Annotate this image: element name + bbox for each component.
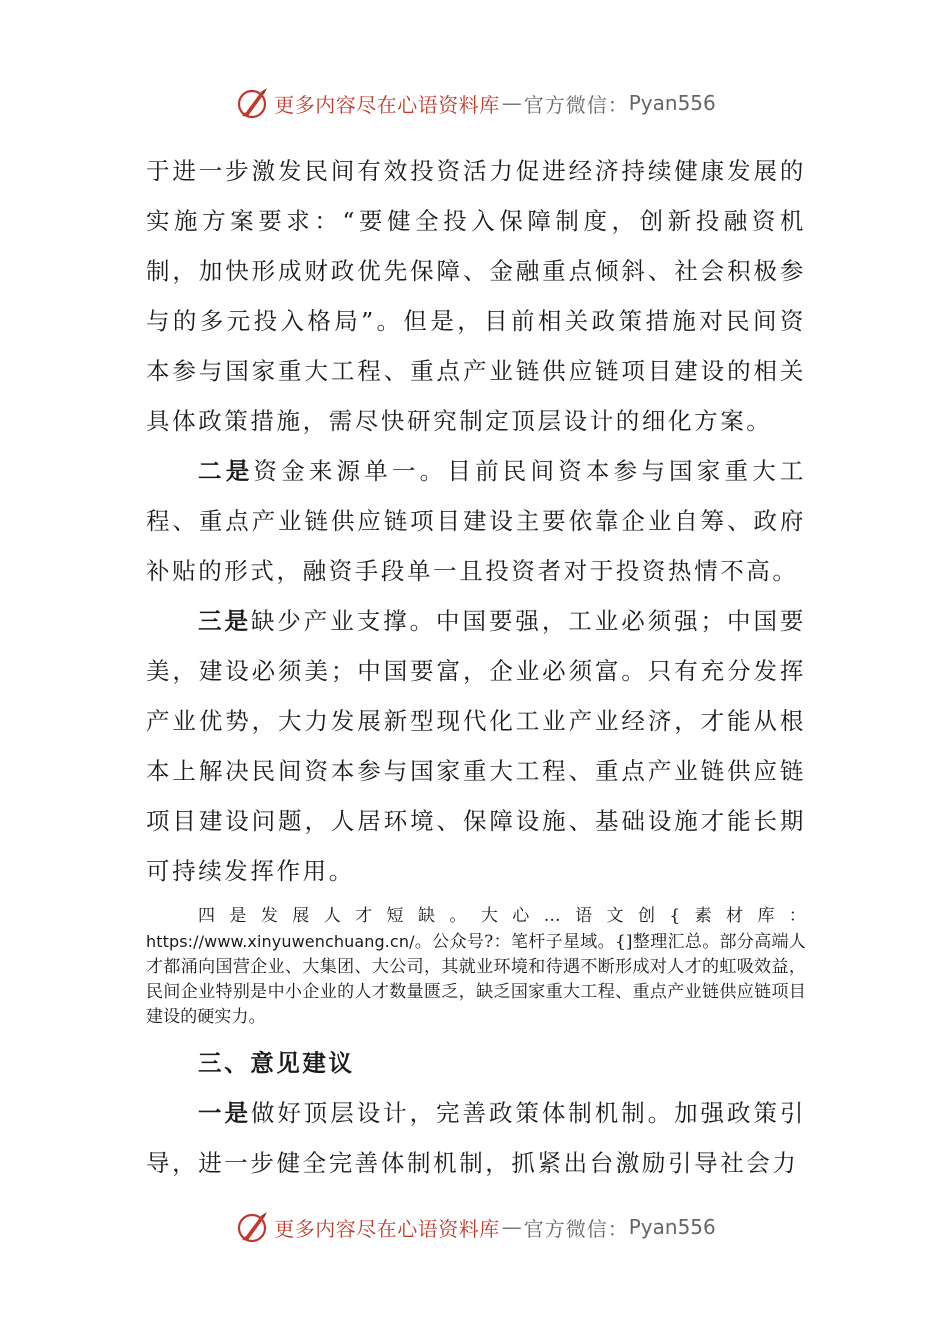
paragraph-5-text: 做好顶层设计，完善政策体制机制。加强政策引导，进一步健全完善体制机制，抓紧出台激励引导社会力 bbox=[146, 1099, 806, 1177]
footer-banner bbox=[0, 1202, 950, 1252]
footer-official-label: 官方微信： bbox=[523, 1216, 629, 1241]
footer-brand: 更多内容尽在心语资料库 bbox=[274, 1216, 500, 1241]
quill-pen-logo-icon bbox=[234, 85, 270, 121]
paragraph-5 bbox=[146, 1088, 806, 1188]
paragraph-2 bbox=[146, 446, 806, 596]
paragraph-4-part2: 。公众号?：笔杆子星域。{]整理汇总。部分高端人才都涌向国营企业、大集团、大公司，其就业环境和待遇不断形成对人才的虹吸效益，民间企业特别是中小企业的人才数量匮乏，缺乏国家重大工程、重点产业链供应链项目建设的硬实力。 bbox=[146, 932, 806, 1027]
header-brand: 更多内容尽在心语资料库 bbox=[274, 92, 500, 117]
header-official-label: 官方微信： bbox=[523, 92, 629, 117]
header-wechat-id: Pyan556 bbox=[628, 91, 716, 115]
paragraph-2-text: 资金来源单一。目前民间资本参与国家重大工程、重点产业链供应链项目建设主要依靠企业自筹、政府补贴的形式，融资手段单一且投资者对于投资热情不高。 bbox=[146, 457, 806, 585]
footer-dash: — bbox=[501, 1215, 522, 1239]
header-banner bbox=[0, 78, 950, 128]
paragraph-4-part1: 四是发展人才短缺。大心…语文创{素材库： bbox=[198, 906, 806, 926]
paragraph-5-lead: 一是 bbox=[198, 1099, 251, 1127]
paragraph-3 bbox=[146, 596, 806, 896]
paragraph-4-url: https://www.xinyuwenchuang.cn/ bbox=[146, 932, 415, 951]
paragraph-3-lead: 三是 bbox=[198, 607, 251, 635]
document-body bbox=[146, 146, 806, 1188]
header-dash: — bbox=[501, 91, 522, 115]
paragraph-1: 于进一步激发民间有效投资活力促进经济持续健康发展的实施方案要求：“要健全投入保障制度，创新投融资机制，加快形成财政优先保障、金融重点倾斜、社会积极参与的多元投入格局”。但是，目前相关政策措施对民间资本参与国家重大工程、重点产业链供应链项目建设的相关具体政策措施，需尽快研究制定顶层设计的细化方案。 bbox=[146, 157, 806, 435]
footer-wechat-id: Pyan556 bbox=[628, 1215, 716, 1239]
paragraph-3-text: 缺少产业支撑。中国要强，工业必须强；中国要美，建设必须美；中国要富，企业必须富。只有充分发挥产业优势，大力发展新型现代化工业产业经济，才能从根本上解决民间资本参与国家重大工程、重点产业链供应链项目建设问题，人居环境、保障设施、基础设施才能长期可持续发挥作用。 bbox=[146, 607, 806, 885]
quill-pen-logo-icon bbox=[234, 1209, 270, 1245]
paragraph-2-lead: 二是 bbox=[198, 457, 254, 485]
section-heading: 三、意见建议 bbox=[198, 1049, 355, 1077]
paragraph-4-small bbox=[146, 904, 806, 1030]
